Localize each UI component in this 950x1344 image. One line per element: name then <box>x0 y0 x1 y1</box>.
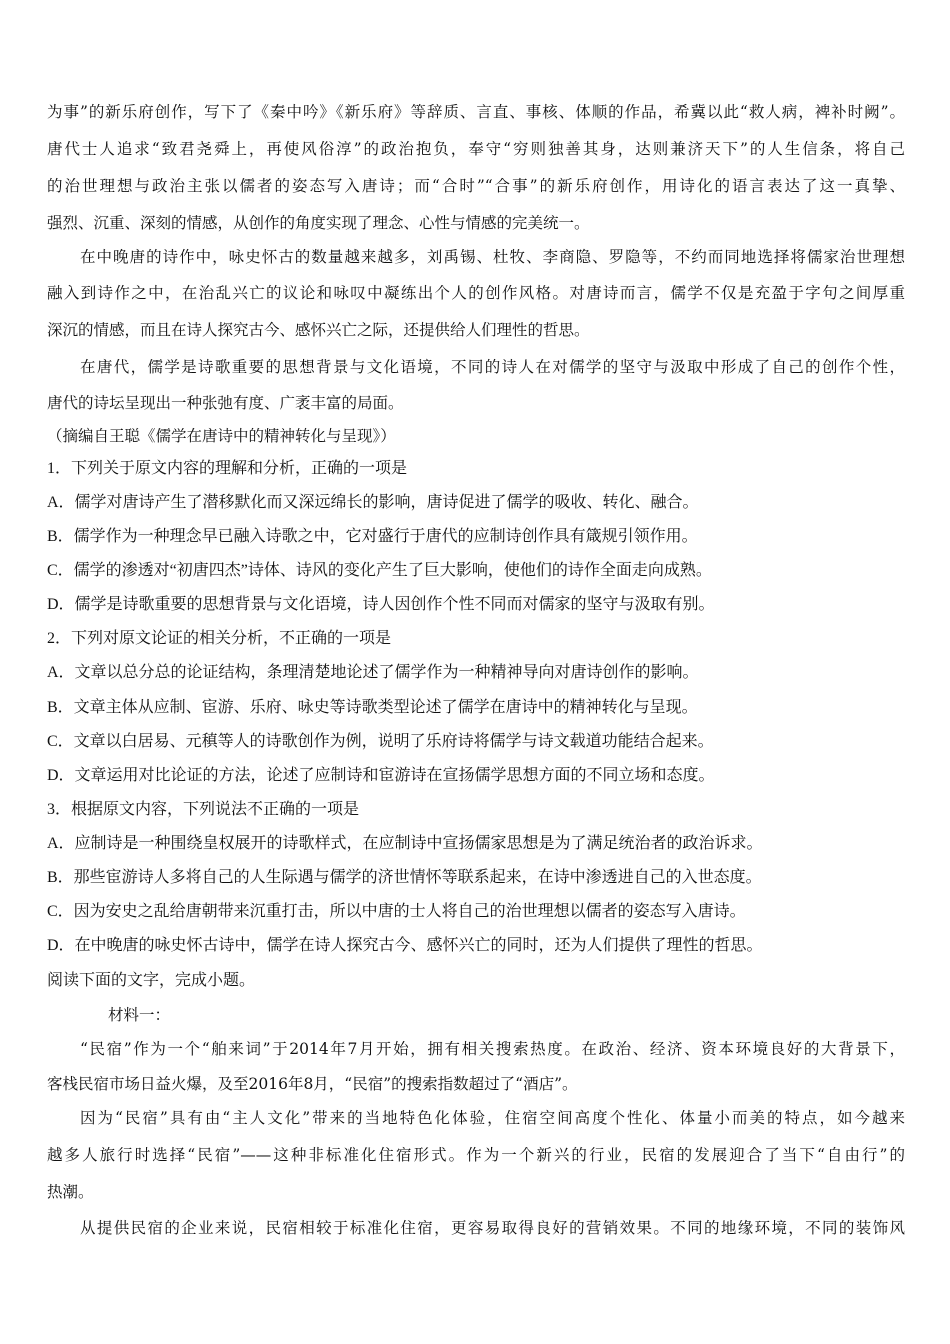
passage-line: 在唐代，儒学是诗歌重要的思想背景与文化语境，不同的诗人在对儒学的坚守与汲取中形成了自己的创作个性， <box>80 358 905 376</box>
material-line: 因为“民宿”具有由“主人文化”带来的当地特色化体验，住宿空间高度个性化、体量小而美的特点，如今越来 <box>80 1109 905 1127</box>
passage-line: 在中晚唐的诗作中，咏史怀古的数量越来越多，刘禹锡、杜牧、李商隐、罗隐等，不约而同地选择将儒家治世理想 <box>80 248 905 266</box>
material-line: 热潮。 <box>47 1183 94 1201</box>
passage-line: 唐代的诗坛呈现出一种张弛有度、广袤丰富的局面。 <box>47 394 404 412</box>
passage-line: 强烈、沉重、深刻的情感，从创作的角度实现了理念、心性与情感的完美统一。 <box>47 214 590 232</box>
passage-line: 深沉的情感，而且在诗人探究古今、感怀兴亡之际，还提供给人们理性的哲思。 <box>47 321 590 339</box>
passage-line: 融入到诗作之中，在治乱兴亡的议论和咏叹中凝练出个人的创作风格。对唐诗而言，儒学不仅是充盈于字句之间厚重 <box>47 284 905 302</box>
passage-source: （摘编自王聪《儒学在唐诗中的精神转化与呈现》） <box>47 427 396 445</box>
material-line: 客栈民宿市场日益火爆，及至2016年8月，“民宿”的搜索指数超过了“酒店”。 <box>47 1075 578 1093</box>
question-option: B．那些宦游诗人多将自己的人生际遇与儒学的济世情怀等联系起来，在诗中渗透进自己的入世态度。 <box>47 869 762 886</box>
question-option: D．在中晚唐的咏史怀古诗中，儒学在诗人探究古今、感怀兴亡的同时，还为人们提供了理性的哲思。 <box>47 937 763 954</box>
reading-instruction: 阅读下面的文字，完成小题。 <box>47 972 256 989</box>
material-line: 越多人旅行时选择“民宿”——这种非标准化住宿形式。作为一个新兴的行业，民宿的发展迎合了当下“自由行”的 <box>47 1146 905 1164</box>
question-option: D．文章运用对比论证的方法，论述了应制诗和宦游诗在宣扬儒学思想方面的不同立场和态度。 <box>47 767 715 784</box>
passage-line: 的治世理想与政治主张以儒者的姿态写入唐诗；而“合时”“合事”的新乐府创作，用诗化的语言表达了这一真挚、 <box>47 177 905 195</box>
question-option: A．文章以总分总的论证结构，条理清楚地论述了儒学作为一种精神导向对唐诗创作的影响。 <box>47 664 699 681</box>
question-option: C．儒学的渗透对“初唐四杰”诗体、诗风的变化产生了巨大影响，使他们的诗作全面走向成熟。 <box>47 562 712 579</box>
passage-line: 为事”的新乐府创作，写下了《秦中吟》《新乐府》等辞质、言直、事核、体顺的作品，希冀以此“救人病，裨补时阙”。 <box>47 103 905 121</box>
passage-line: 唐代士人追求“致君尧舜上，再使风俗淳”的政治抱负，奉守“穷则独善其身，达则兼济天下”的人生信条，将自己 <box>47 140 905 158</box>
material-line: “民宿”作为一个“舶来词”于2014年7月开始，拥有相关搜索热度。在政治、经济、资本环境良好的大背景下， <box>80 1040 905 1058</box>
question-stem: 3．根据原文内容，下列说法不正确的一项是 <box>47 801 360 818</box>
question-option: B．儒学作为一种理念早已融入诗歌之中，它对盛行于唐代的应制诗创作具有箴规引领作用。 <box>47 528 698 545</box>
question-option: B．文章主体从应制、宦游、乐府、咏史等诗歌类型论述了儒学在唐诗中的精神转化与呈现。 <box>47 699 698 716</box>
material-line: 从提供民宿的企业来说，民宿相较于标准化住宿，更容易取得良好的营销效果。不同的地缘环境，不同的装饰风 <box>80 1219 905 1237</box>
material-label: 材料一： <box>108 1006 171 1024</box>
question-option: A．应制诗是一种围绕皇权展开的诗歌样式，在应制诗中宣扬儒家思想是为了满足统治者的政治诉求。 <box>47 835 763 852</box>
question-stem: 1．下列关于原文内容的理解和分析，正确的一项是 <box>47 460 408 477</box>
question-option: A．儒学对唐诗产生了潜移默化而又深远绵长的影响，唐诗促进了儒学的吸收、转化、融合。 <box>47 494 699 511</box>
question-option: C．因为安史之乱给唐朝带来沉重打击，所以中唐的士人将自己的治世理想以儒者的姿态写入唐诗。 <box>47 903 746 920</box>
question-option: D．儒学是诗歌重要的思想背景与文化语境，诗人因创作个性不同而对儒家的坚守与汲取有别。 <box>47 596 715 613</box>
question-option: C．文章以白居易、元稹等人的诗歌创作为例，说明了乐府诗将儒学与诗文载道功能结合起来。 <box>47 733 714 750</box>
question-stem: 2．下列对原文论证的相关分析，不正确的一项是 <box>47 630 392 647</box>
